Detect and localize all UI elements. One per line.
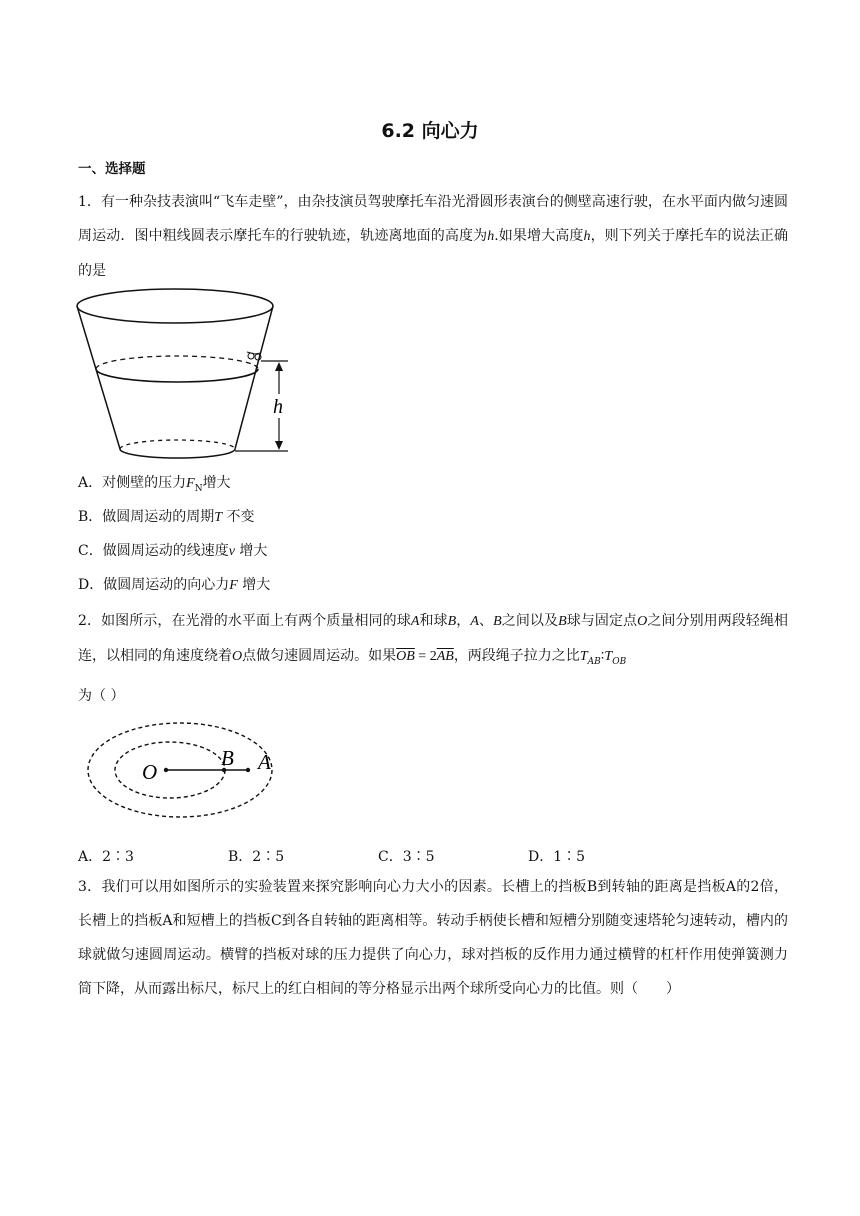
q1-option-d: D．做圆周运动的向心力F 增大 xyxy=(78,577,271,593)
q2-option-d: D．1∶5 xyxy=(528,849,586,865)
q2-option-b: B．2∶5 xyxy=(228,849,285,865)
point-b-label: B xyxy=(221,746,234,770)
question-1-text: 1．有一种杂技表演叫“飞车走壁”，由杂技演员驾驶摩托车沿光滑圆形表演台的侧壁高速行驶，在水平面内做匀速圆周运动．图中粗线圆表示摩托车的行驶轨迹，轨迹离地面的高度为h.如果增大高度h，则下列关于摩托车的说法正确的是 xyxy=(78,194,789,279)
question-2-text: 2．如图所示，在光滑的水平面上有两个质量相同的球A和球B，A、B之间以及B球与固定点O之间分别用两段轻绳相连，以相同的角速度绕着O点做匀速圆周运动。如果$\overline{OB} = 2\overline{AB}$，两段绳子拉力之比$T_{AB}∶T_{OB}$ 为（ ） xyxy=(78,613,789,704)
q2-option-a: A．2∶3 xyxy=(78,849,134,865)
cone-wall-figure xyxy=(75,286,295,466)
height-label: h xyxy=(273,396,283,418)
q2-option-c: C．3∶5 xyxy=(378,849,435,865)
two-balls-circle-figure xyxy=(80,715,300,825)
q1-option-c: C．做圆周运动的线速度v 增大 xyxy=(78,543,268,559)
question-3-text: 3．我们可以用如图所示的实验装置来探究影响向心力大小的因素。长槽上的挡板B到转轴的距离是挡板A的2倍，长槽上的挡板A和短槽上的挡板C到各自转轴的距离相等。转动手柄使长槽和短槽分别随变速塔轮匀速转动，槽内的球就做匀速圆周运动。横臂的挡板对球的压力提供了向心力，球对挡板的反作用力通过横臂的杠杆作用使弹簧测力筒下降，从而露出标尺，标尺上的红白相间的等分格显示出两个球所受向心力的比值。则（ ） xyxy=(78,879,788,997)
point-a-label: A xyxy=(258,750,271,774)
q1-option-a: A．对侧壁的压力$F_N$增大 xyxy=(78,475,231,494)
section-heading: 一、选择题 xyxy=(78,161,146,177)
q1-option-b: B．做圆周运动的周期T 不变 xyxy=(78,509,255,525)
page-title: 6.2 向心力 xyxy=(381,120,479,142)
point-o-label: O xyxy=(142,760,158,784)
